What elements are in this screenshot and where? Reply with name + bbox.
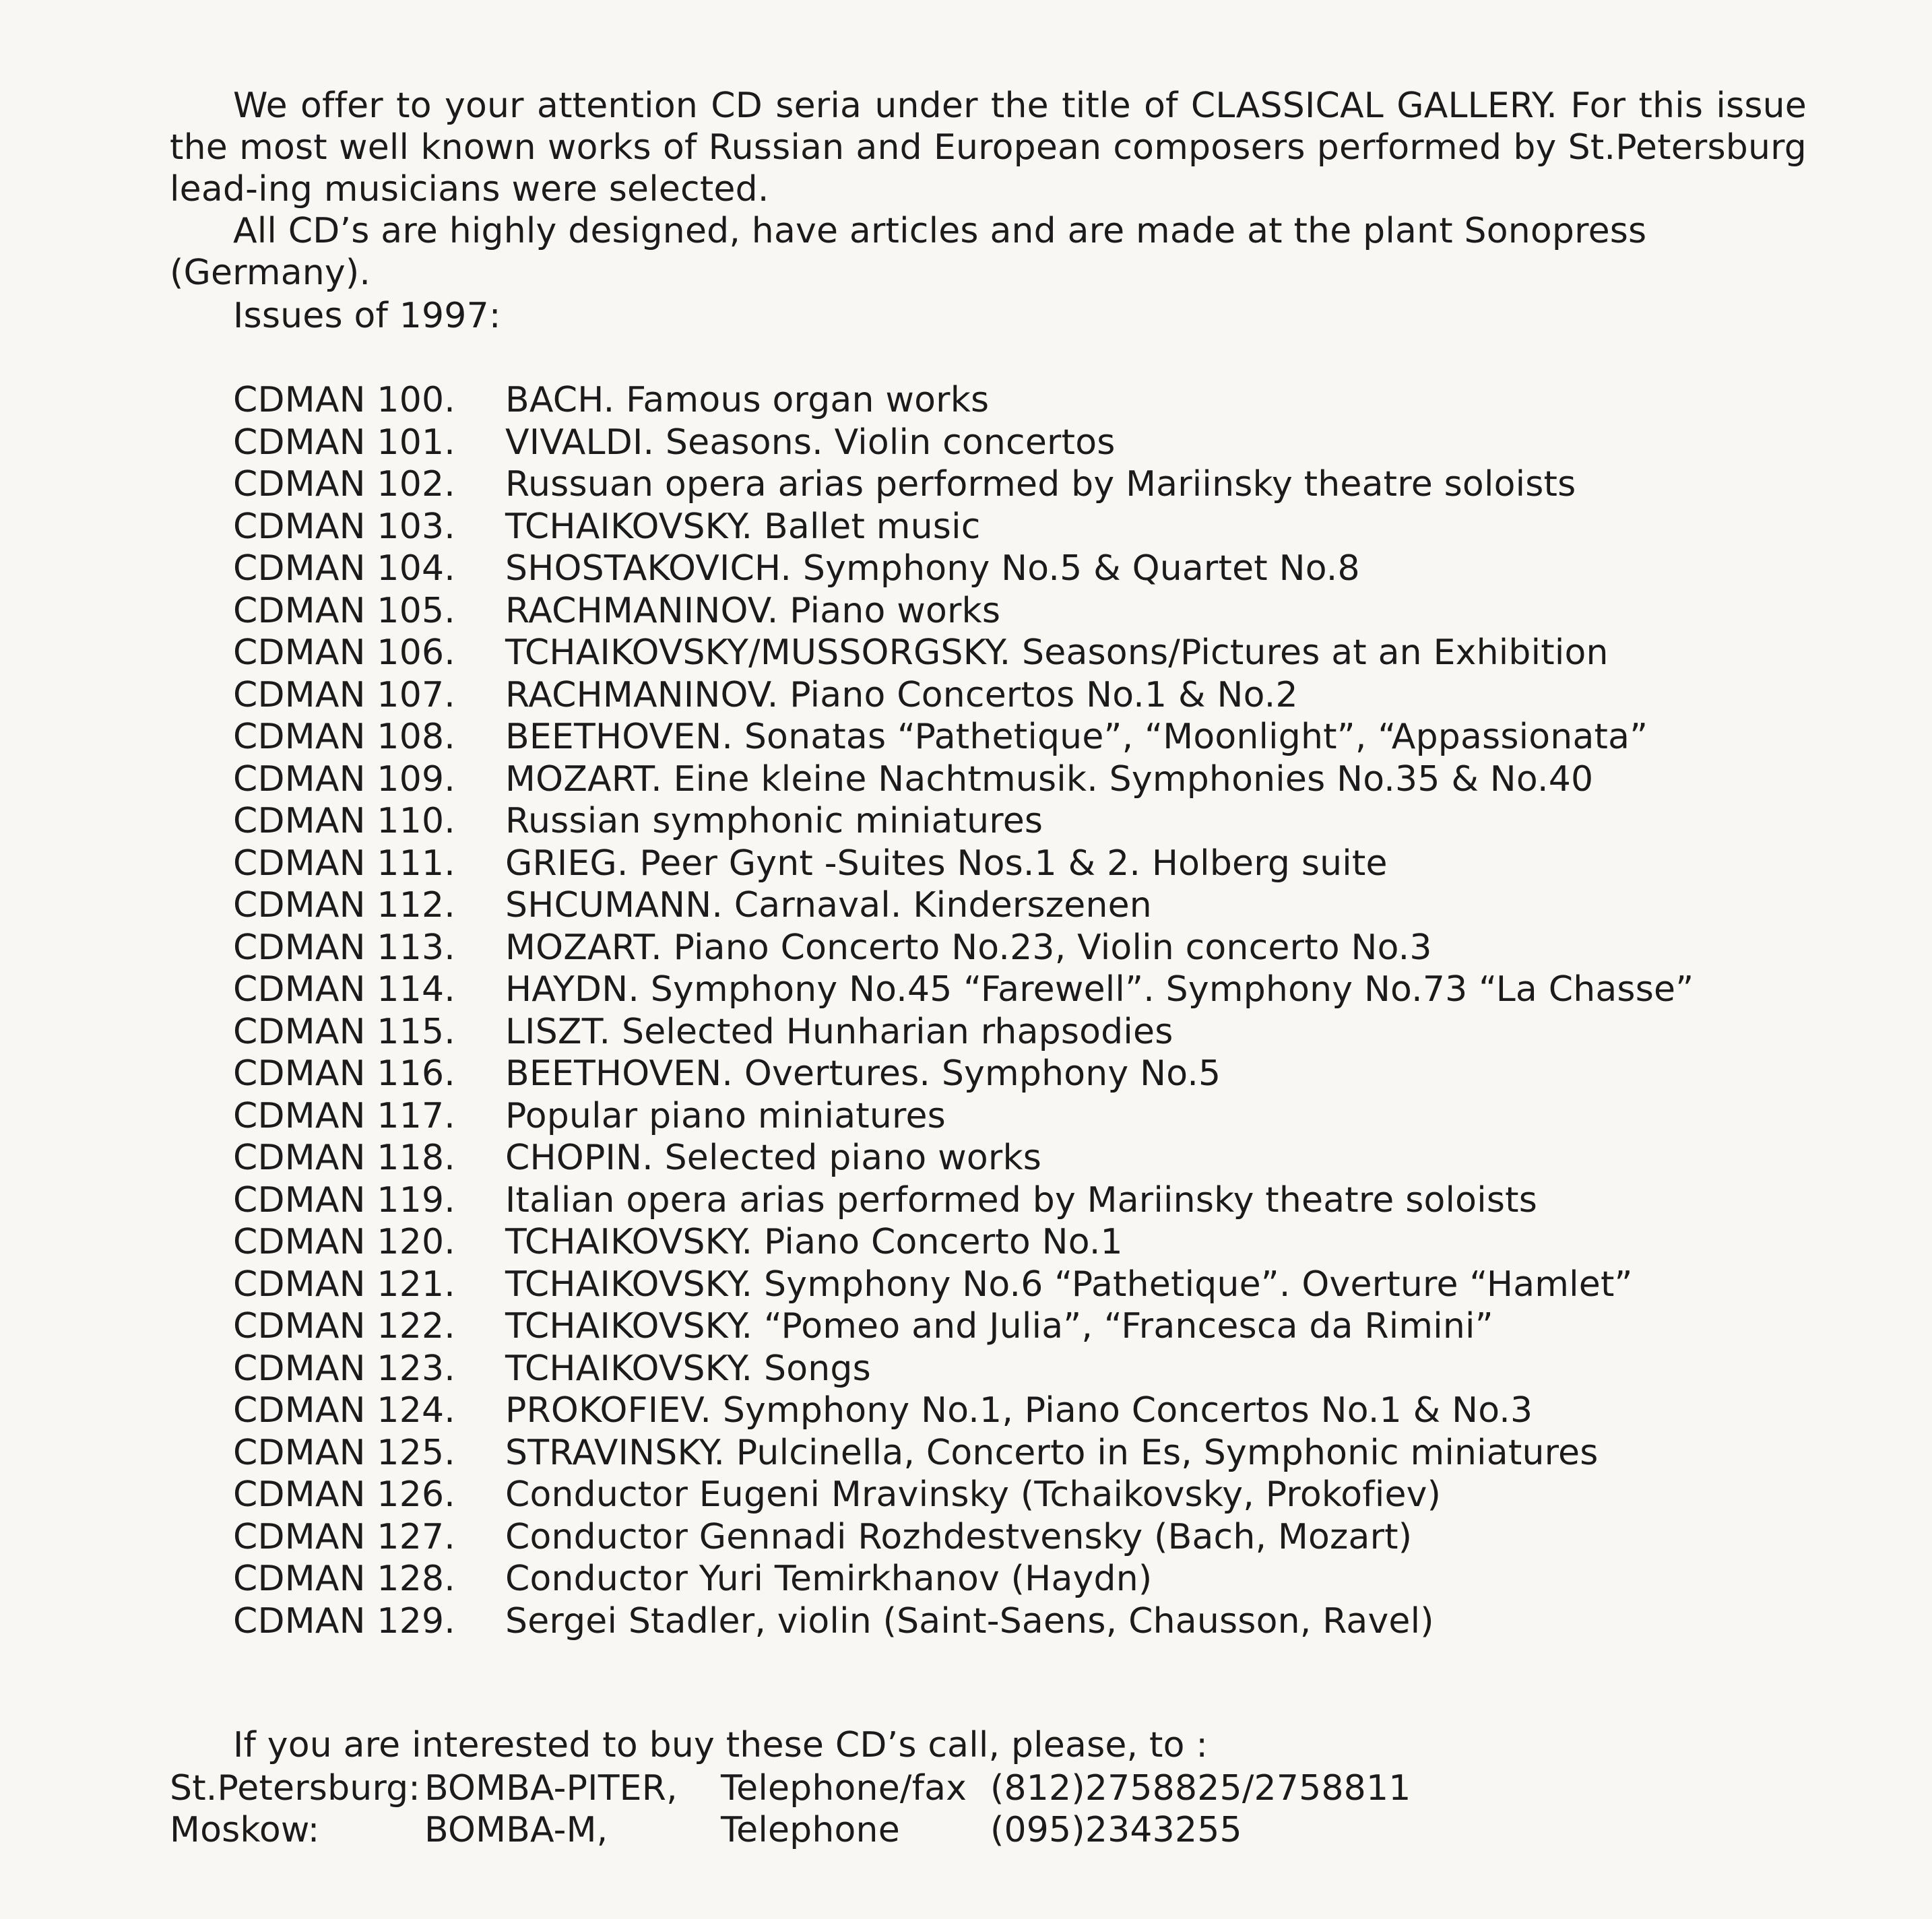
catalog-item <box>233 800 1694 843</box>
catalog-title: Russian symphonic miniatures <box>505 801 1043 841</box>
catalog-code: CDMAN 119. <box>233 1179 455 1221</box>
catalog-code: CDMAN 120. <box>233 1222 455 1262</box>
contact-intro: If you are interested to buy these CD’s call, please, to : <box>233 1725 1209 1765</box>
catalog-item <box>233 1348 1694 1390</box>
catalog-code: CDMAN 112. <box>233 885 455 925</box>
catalog-code: CDMAN 100. <box>233 380 455 420</box>
catalog-item <box>233 632 1694 674</box>
catalog-code: CDMAN 121. <box>233 1264 455 1305</box>
catalog-code: CDMAN 108. <box>233 717 455 757</box>
catalog-item <box>233 1600 1694 1643</box>
contact-row <box>170 1809 1652 1851</box>
catalog-code: CDMAN 113. <box>233 927 455 968</box>
catalog-item <box>233 379 1694 422</box>
contact-city: St.Petersburg: <box>170 1768 421 1809</box>
catalog-item <box>233 1432 1694 1474</box>
catalog-code: CDMAN 118. <box>233 1138 455 1178</box>
catalog-title: LISZT. Selected Hunharian rhapsodies <box>505 1011 1173 1052</box>
contact-table <box>170 1767 1652 1851</box>
catalog-title: TCHAIKOVSKY. Songs <box>505 1348 871 1389</box>
catalog-title: Conductor Eugeni Mravinsky (Tchaikovsky, Prokofiev) <box>505 1474 1442 1515</box>
catalog-item <box>233 1221 1694 1264</box>
catalog-item <box>233 1264 1694 1306</box>
catalog-item <box>233 1137 1694 1179</box>
catalog-item <box>233 716 1694 758</box>
catalog-item <box>233 548 1694 590</box>
catalog-code: CDMAN 126. <box>233 1474 455 1515</box>
catalog-code: CDMAN 123. <box>233 1348 455 1389</box>
catalog-title: BEETHOVEN. Sonatas “Pathetique”, “Moonlight”, “Appassionata” <box>505 717 1648 757</box>
catalog-item <box>233 1095 1694 1138</box>
catalog-title: TCHAIKOVSKY/MUSSORGSKY. Seasons/Pictures at an Exhibition <box>505 632 1609 673</box>
catalog-title: CHOPIN. Selected piano works <box>505 1138 1042 1178</box>
catalog-item <box>233 927 1694 969</box>
catalog-item <box>233 1011 1694 1053</box>
catalog-title: MOZART. Eine kleine Nachtmusik. Symphonies No.35 & No.40 <box>505 758 1594 800</box>
catalog-title: RACHMANINOV. Piano works <box>505 590 1001 631</box>
catalog-title: VIVALDI. Seasons. Violin concertos <box>505 422 1116 463</box>
catalog-title: GRIEG. Peer Gynt -Suites Nos.1 & 2. Holberg suite <box>505 843 1388 884</box>
contact-number: (095)2343255 <box>990 1810 1242 1850</box>
catalog-item <box>233 1516 1694 1559</box>
contact-company: BOMBA-M, <box>424 1810 608 1850</box>
intro-paragraph-1: We offer to your attention CD seria under the title of CLASSICAL GALLERY. For this issue the most well known works of Russian and European composers performed by St.Petersburg lead-ing musicians were selected. <box>170 86 1807 209</box>
catalog-item <box>233 843 1694 885</box>
contact-type: Telephone <box>721 1810 900 1850</box>
catalog-code: CDMAN 104. <box>233 548 455 589</box>
catalog-title: Italian opera arias performed by Mariinsky theatre soloists <box>505 1179 1538 1221</box>
catalog-title: SHCUMANN. Carnaval. Kinderszenen <box>505 885 1152 925</box>
catalog-code: CDMAN 106. <box>233 632 455 673</box>
catalog-code: CDMAN 116. <box>233 1053 455 1094</box>
catalog-code: CDMAN 117. <box>233 1095 455 1136</box>
catalog-title: Russuan opera arias performed by Mariinsky theatre soloists <box>505 464 1576 505</box>
catalog-title: Conductor Yuri Temirkhanov (Haydn) <box>505 1559 1153 1599</box>
catalog-item <box>233 758 1694 801</box>
catalog-code: CDMAN 129. <box>233 1600 455 1641</box>
contact-row <box>170 1767 1652 1809</box>
catalog-item <box>233 884 1694 927</box>
catalog-title: TCHAIKOVSKY. Piano Concerto No.1 <box>505 1222 1123 1262</box>
catalog-item <box>233 1558 1694 1600</box>
catalog-list <box>233 379 1694 1642</box>
catalog-title: SHOSTAKOVICH. Symphony No.5 & Quartet No.8 <box>505 548 1360 589</box>
catalog-title: Popular piano miniatures <box>505 1095 946 1136</box>
catalog-title: MOZART. Piano Concerto No.23, Violin concerto No.3 <box>505 927 1432 968</box>
catalog-code: CDMAN 125. <box>233 1432 455 1473</box>
intro-paragraph-2: All CD’s are highly designed, have articles and are made at the plant Sonopress (Germany). <box>170 211 1647 293</box>
catalog-title: BEETHOVEN. Overtures. Symphony No.5 <box>505 1053 1221 1094</box>
catalog-item <box>233 463 1694 506</box>
catalog-code: CDMAN 127. <box>233 1516 455 1557</box>
catalog-title: TCHAIKOVSKY. “Pomeo and Julia”, “Francesca da Rimini” <box>505 1306 1493 1346</box>
catalog-code: CDMAN 105. <box>233 590 455 631</box>
catalog-item <box>233 590 1694 632</box>
catalog-title: TCHAIKOVSKY. Symphony No.6 “Pathetique”. Overture “Hamlet” <box>505 1264 1633 1305</box>
catalog-code: CDMAN 111. <box>233 843 455 884</box>
catalog-title: Sergei Stadler, violin (Saint-Saens, Chausson, Ravel) <box>505 1600 1434 1641</box>
catalog-code: CDMAN 128. <box>233 1559 455 1599</box>
contact-number: (812)2758825/2758811 <box>990 1768 1411 1809</box>
catalog-code: CDMAN 109. <box>233 758 455 800</box>
catalog-code: CDMAN 103. <box>233 506 455 547</box>
catalog-title: PROKOFIEV. Symphony No.1, Piano Concertos No.1 & No.3 <box>505 1390 1533 1431</box>
catalog-item <box>233 506 1694 548</box>
catalog-item <box>233 969 1694 1011</box>
catalog-code: CDMAN 114. <box>233 969 455 1010</box>
catalog-item <box>233 1390 1694 1432</box>
intro-section <box>170 85 1807 294</box>
catalog-item <box>233 1179 1694 1222</box>
catalog-code: CDMAN 115. <box>233 1011 455 1052</box>
catalog-item <box>233 1053 1694 1095</box>
catalog-title: RACHMANINOV. Piano Concertos No.1 & No.2 <box>505 674 1298 715</box>
contact-city: Moskow: <box>170 1810 320 1850</box>
contact-company: BOMBA-PITER, <box>424 1768 678 1809</box>
catalog-title: HAYDN. Symphony No.45 “Farewell”. Symphony No.73 “La Chasse” <box>505 969 1694 1010</box>
catalog-title: TCHAIKOVSKY. Ballet music <box>505 506 981 547</box>
issues-heading: Issues of 1997: <box>233 296 501 336</box>
catalog-title: Conductor Gennadi Rozhdestvensky (Bach, Mozart) <box>505 1516 1413 1557</box>
catalog-code: CDMAN 122. <box>233 1306 455 1346</box>
catalog-item <box>233 674 1694 717</box>
contact-type: Telephone/fax <box>721 1768 967 1809</box>
catalog-item <box>233 1305 1694 1348</box>
catalog-code: CDMAN 124. <box>233 1390 455 1431</box>
catalog-code: CDMAN 110. <box>233 801 455 841</box>
catalog-code: CDMAN 101. <box>233 422 455 463</box>
catalog-title: BACH. Famous organ works <box>505 380 990 420</box>
catalog-code: CDMAN 102. <box>233 464 455 505</box>
catalog-item <box>233 1474 1694 1516</box>
catalog-item <box>233 422 1694 464</box>
catalog-title: STRAVINSKY. Pulcinella, Concerto in Es, Symphonic miniatures <box>505 1432 1599 1473</box>
catalog-code: CDMAN 107. <box>233 674 455 715</box>
